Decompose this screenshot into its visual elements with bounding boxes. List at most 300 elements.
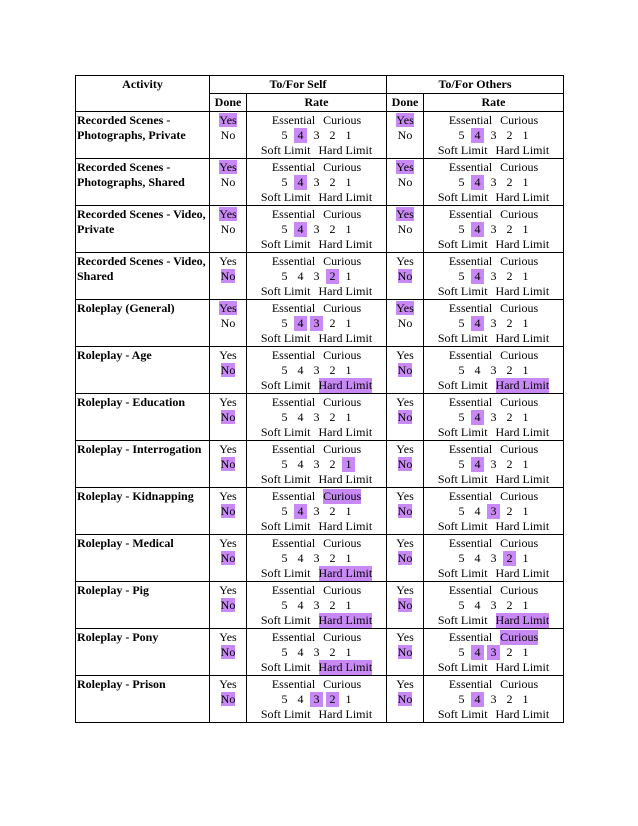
label-hard-limit: Hard Limit [495, 143, 550, 157]
table-row [76, 300, 564, 347]
table-row [76, 206, 564, 253]
rate-3: 3 [310, 692, 323, 707]
rate-4: 4 [297, 269, 304, 283]
label-curious: Curious [500, 536, 539, 550]
done-no: No [397, 222, 413, 236]
rate-line-top [247, 489, 386, 504]
done-yes: Yes [219, 160, 237, 174]
rate-line-top [424, 677, 563, 692]
done-yes: Yes [396, 254, 414, 268]
others-rate-cell [424, 347, 564, 394]
others-rate-cell [424, 488, 564, 535]
rate-4: 4 [474, 598, 481, 612]
activity-name: Roleplay - Age [76, 347, 210, 394]
others-done-cell [387, 535, 424, 582]
rate-3: 3 [490, 457, 497, 471]
others-done-cell [387, 206, 424, 253]
done-yes: Yes [396, 489, 414, 503]
label-curious: Curious [500, 160, 539, 174]
done-yes: Yes [396, 160, 414, 174]
label-hard-limit: Hard Limit [318, 284, 373, 298]
rate-3: 3 [490, 363, 497, 377]
label-essential: Essential [448, 442, 493, 456]
rate-line-top [424, 395, 563, 410]
rate-2: 2 [506, 410, 513, 424]
label-essential: Essential [448, 160, 493, 174]
self-done-cell [210, 441, 247, 488]
others-header: To/For Others [387, 76, 564, 94]
label-soft-limit: Soft Limit [260, 237, 311, 251]
rate-5: 5 [281, 692, 288, 706]
rate-3: 3 [490, 410, 497, 424]
label-essential: Essential [448, 630, 493, 644]
rate-3: 3 [313, 410, 320, 424]
label-soft-limit: Soft Limit [437, 378, 488, 392]
done-yes: Yes [219, 348, 237, 362]
rate-numbers [424, 128, 563, 143]
rate-4: 4 [297, 692, 304, 706]
self-rate-cell [247, 441, 387, 488]
done-no: No [220, 645, 236, 659]
rate-line-top [424, 348, 563, 363]
done-no: No [397, 363, 413, 377]
rate-2: 2 [329, 222, 336, 236]
rate-5: 5 [281, 551, 288, 565]
rate-4: 4 [474, 363, 481, 377]
table-row [76, 394, 564, 441]
others-done-cell [387, 300, 424, 347]
label-essential: Essential [448, 489, 493, 503]
label-soft-limit: Soft Limit [260, 472, 311, 486]
label-essential: Essential [271, 630, 316, 644]
self-rate-cell [247, 394, 387, 441]
rate-line-bottom [247, 190, 386, 205]
rate-numbers [247, 128, 386, 143]
rate-3: 3 [313, 363, 320, 377]
label-hard-limit: Hard Limit [318, 519, 373, 533]
label-essential: Essential [448, 254, 493, 268]
label-soft-limit: Soft Limit [260, 190, 311, 204]
rate-5: 5 [281, 222, 288, 236]
table-row [76, 535, 564, 582]
label-hard-limit: Hard Limit [495, 425, 550, 439]
label-soft-limit: Soft Limit [437, 613, 488, 627]
rate-line-bottom [424, 284, 563, 299]
self-done-cell [210, 347, 247, 394]
rate-1: 1 [522, 410, 529, 424]
table-row [76, 629, 564, 676]
done-no: No [397, 457, 413, 471]
label-hard-limit: Hard Limit [495, 566, 550, 580]
label-essential: Essential [271, 442, 316, 456]
label-hard-limit: Hard Limit [318, 660, 373, 674]
rate-2: 2 [506, 645, 513, 659]
done-no: No [397, 504, 413, 518]
rate-numbers [424, 269, 563, 284]
rate-numbers [247, 645, 386, 660]
rate-1: 1 [345, 504, 352, 518]
label-essential: Essential [448, 583, 493, 597]
rate-3: 3 [313, 551, 320, 565]
rate-line-bottom [247, 707, 386, 722]
done-no: No [397, 598, 413, 612]
self-rate-cell [247, 535, 387, 582]
rate-3: 3 [313, 645, 320, 659]
rate-numbers [424, 222, 563, 237]
table-row [76, 441, 564, 488]
done-yes: Yes [396, 677, 414, 691]
rate-1: 1 [345, 598, 352, 612]
self-done-cell [210, 159, 247, 206]
rate-3: 3 [310, 316, 323, 331]
rate-line-bottom [247, 331, 386, 346]
self-header: To/For Self [210, 76, 387, 94]
others-rate-cell [424, 253, 564, 300]
done-no: No [397, 269, 413, 283]
rate-line-bottom [247, 143, 386, 158]
rate-1: 1 [345, 175, 352, 189]
rate-1: 1 [522, 551, 529, 565]
done-no: No [397, 692, 413, 706]
table-row [76, 159, 564, 206]
self-done-cell [210, 206, 247, 253]
done-no: No [220, 692, 236, 706]
label-curious: Curious [323, 254, 362, 268]
done-no: No [397, 128, 413, 142]
label-curious: Curious [323, 301, 362, 315]
label-essential: Essential [271, 254, 316, 268]
others-rate-cell [424, 112, 564, 159]
rate-numbers [424, 363, 563, 378]
rate-2: 2 [329, 598, 336, 612]
rate-line-top [424, 160, 563, 175]
label-soft-limit: Soft Limit [437, 660, 488, 674]
label-soft-limit: Soft Limit [260, 331, 311, 345]
others-rate-cell [424, 300, 564, 347]
rate-3: 3 [490, 269, 497, 283]
rate-3: 3 [490, 598, 497, 612]
label-hard-limit: Hard Limit [495, 331, 550, 345]
rate-2: 2 [506, 457, 513, 471]
rate-1: 1 [345, 645, 352, 659]
self-rate-cell [247, 206, 387, 253]
rate-2: 2 [329, 551, 336, 565]
activity-name: Roleplay - Medical [76, 535, 210, 582]
label-curious: Curious [500, 113, 539, 127]
self-rate-cell [247, 582, 387, 629]
label-soft-limit: Soft Limit [260, 660, 311, 674]
rate-line-bottom [424, 566, 563, 581]
label-hard-limit: Hard Limit [495, 378, 550, 392]
rate-4: 4 [471, 128, 484, 143]
rate-1: 1 [522, 598, 529, 612]
label-soft-limit: Soft Limit [260, 284, 311, 298]
label-curious: Curious [323, 536, 362, 550]
rate-1: 1 [522, 645, 529, 659]
rate-2: 2 [506, 692, 513, 706]
rate-line-bottom [424, 143, 563, 158]
label-hard-limit: Hard Limit [495, 519, 550, 533]
rate-2: 2 [506, 175, 513, 189]
rate-4: 4 [474, 504, 481, 518]
done-no: No [220, 363, 236, 377]
rate-5: 5 [281, 128, 288, 142]
label-hard-limit: Hard Limit [495, 237, 550, 251]
done-yes: Yes [396, 442, 414, 456]
label-hard-limit: Hard Limit [318, 707, 373, 721]
rate-4: 4 [297, 363, 304, 377]
label-soft-limit: Soft Limit [437, 425, 488, 439]
label-soft-limit: Soft Limit [260, 566, 311, 580]
label-soft-limit: Soft Limit [260, 707, 311, 721]
rate-4: 4 [471, 457, 484, 472]
activity-table [75, 75, 564, 723]
rate-5: 5 [281, 410, 288, 424]
self-rate-cell [247, 253, 387, 300]
activity-name: Roleplay - Education [76, 394, 210, 441]
self-done-cell [210, 300, 247, 347]
label-essential: Essential [271, 113, 316, 127]
done-no: No [220, 551, 236, 565]
rate-4: 4 [474, 551, 481, 565]
rate-numbers [424, 551, 563, 566]
rate-numbers [424, 316, 563, 331]
rate-4: 4 [294, 175, 307, 190]
done-yes: Yes [219, 489, 237, 503]
label-curious: Curious [323, 677, 362, 691]
label-essential: Essential [448, 207, 493, 221]
rate-2: 2 [329, 504, 336, 518]
rate-4: 4 [471, 645, 484, 660]
rate-line-bottom [424, 190, 563, 205]
rate-3: 3 [490, 175, 497, 189]
rate-5: 5 [281, 316, 288, 330]
rate-3: 3 [313, 175, 320, 189]
label-soft-limit: Soft Limit [437, 519, 488, 533]
rate-2: 2 [506, 222, 513, 236]
label-soft-limit: Soft Limit [437, 143, 488, 157]
label-essential: Essential [448, 348, 493, 362]
rate-4: 4 [471, 222, 484, 237]
done-yes: Yes [396, 113, 414, 127]
label-essential: Essential [271, 677, 316, 691]
activity-name: Roleplay - Prison [76, 676, 210, 723]
label-essential: Essential [448, 395, 493, 409]
label-curious: Curious [500, 207, 539, 221]
self-done-cell [210, 676, 247, 723]
others-done-cell [387, 676, 424, 723]
rate-line-top [247, 301, 386, 316]
label-curious: Curious [500, 630, 539, 644]
label-curious: Curious [323, 630, 362, 644]
done-yes: Yes [219, 442, 237, 456]
label-curious: Curious [323, 207, 362, 221]
rate-3: 3 [490, 128, 497, 142]
rate-numbers [247, 692, 386, 707]
table-row [76, 488, 564, 535]
done-yes: Yes [396, 348, 414, 362]
rate-4: 4 [297, 410, 304, 424]
rate-4: 4 [471, 410, 484, 425]
rate-5: 5 [281, 269, 288, 283]
done-yes: Yes [396, 583, 414, 597]
rate-numbers [247, 457, 386, 472]
rate-2: 2 [506, 363, 513, 377]
label-soft-limit: Soft Limit [437, 566, 488, 580]
rate-line-top [247, 442, 386, 457]
label-soft-limit: Soft Limit [260, 519, 311, 533]
self-done-cell [210, 535, 247, 582]
label-hard-limit: Hard Limit [495, 660, 550, 674]
rate-line-bottom [424, 331, 563, 346]
activity-name: Roleplay - Interrogation [76, 441, 210, 488]
rate-1: 1 [345, 551, 352, 565]
label-curious: Curious [323, 395, 362, 409]
rate-1: 1 [522, 128, 529, 142]
done-no: No [397, 316, 413, 330]
rate-2: 2 [506, 598, 513, 612]
self-done-cell [210, 394, 247, 441]
activity-header: Activity [76, 76, 210, 112]
rate-5: 5 [458, 645, 465, 659]
rate-5: 5 [458, 316, 465, 330]
rate-numbers [247, 175, 386, 190]
self-done-cell [210, 488, 247, 535]
label-curious: Curious [500, 583, 539, 597]
activity-name: Roleplay - Kidnapping [76, 488, 210, 535]
rate-line-bottom [424, 707, 563, 722]
label-soft-limit: Soft Limit [437, 237, 488, 251]
done-no: No [220, 269, 236, 283]
rate-5: 5 [458, 692, 465, 706]
rate-line-bottom [247, 284, 386, 299]
self-done-cell [210, 582, 247, 629]
rate-line-bottom [424, 237, 563, 252]
self-rate-cell [247, 347, 387, 394]
label-hard-limit: Hard Limit [318, 472, 373, 486]
done-yes: Yes [219, 301, 237, 315]
rate-numbers [247, 269, 386, 284]
self-done-cell [210, 112, 247, 159]
rate-2: 2 [329, 410, 336, 424]
rate-line-top [424, 254, 563, 269]
label-curious: Curious [500, 348, 539, 362]
label-soft-limit: Soft Limit [260, 613, 311, 627]
rate-3: 3 [313, 504, 320, 518]
rate-1: 1 [345, 363, 352, 377]
rate-1: 1 [345, 692, 352, 706]
done-yes: Yes [396, 301, 414, 315]
rate-5: 5 [281, 598, 288, 612]
label-soft-limit: Soft Limit [260, 378, 311, 392]
rate-5: 5 [458, 410, 465, 424]
rate-2: 2 [503, 551, 516, 566]
rate-3: 3 [313, 128, 320, 142]
rate-line-top [247, 348, 386, 363]
activity-name: Recorded Scenes - Photographs, Shared [76, 159, 210, 206]
others-rate-cell [424, 159, 564, 206]
label-essential: Essential [271, 207, 316, 221]
rate-2: 2 [329, 128, 336, 142]
rate-1: 1 [522, 269, 529, 283]
activity-name: Roleplay - Pony [76, 629, 210, 676]
done-yes: Yes [219, 207, 237, 221]
rate-numbers [247, 410, 386, 425]
rate-5: 5 [458, 363, 465, 377]
label-hard-limit: Hard Limit [318, 143, 373, 157]
rate-3: 3 [313, 598, 320, 612]
others-done-cell [387, 582, 424, 629]
rate-1: 1 [345, 222, 352, 236]
rate-line-top [247, 536, 386, 551]
rate-2: 2 [506, 504, 513, 518]
label-curious: Curious [500, 442, 539, 456]
label-hard-limit: Hard Limit [495, 190, 550, 204]
done-no: No [220, 222, 236, 236]
rate-numbers [247, 363, 386, 378]
rate-numbers [424, 410, 563, 425]
rate-numbers [247, 598, 386, 613]
done-no: No [220, 175, 236, 189]
others-done-cell [387, 441, 424, 488]
rate-numbers [247, 504, 386, 519]
label-curious: Curious [323, 489, 362, 503]
self-rate-cell [247, 629, 387, 676]
rate-line-bottom [424, 472, 563, 487]
rate-3: 3 [490, 316, 497, 330]
rate-line-top [424, 442, 563, 457]
label-hard-limit: Hard Limit [318, 378, 373, 392]
activity-name: Recorded Scenes - Video, Private [76, 206, 210, 253]
rate-5: 5 [281, 363, 288, 377]
activity-name: Roleplay - Pig [76, 582, 210, 629]
rate-line-bottom [247, 378, 386, 393]
others-done-cell [387, 112, 424, 159]
rate-numbers [247, 551, 386, 566]
label-hard-limit: Hard Limit [318, 425, 373, 439]
done-no: No [220, 128, 236, 142]
rate-2: 2 [329, 363, 336, 377]
rate-1: 1 [345, 128, 352, 142]
rate-1: 1 [522, 692, 529, 706]
label-curious: Curious [323, 442, 362, 456]
rate-line-bottom [424, 660, 563, 675]
rate-1: 1 [522, 363, 529, 377]
rate-4: 4 [471, 316, 484, 331]
rate-line-top [247, 395, 386, 410]
others-done-cell [387, 159, 424, 206]
table-row [76, 347, 564, 394]
rate-4: 4 [297, 598, 304, 612]
label-soft-limit: Soft Limit [437, 284, 488, 298]
table-row [76, 112, 564, 159]
rate-5: 5 [281, 504, 288, 518]
label-hard-limit: Hard Limit [318, 190, 373, 204]
label-curious: Curious [500, 677, 539, 691]
label-hard-limit: Hard Limit [318, 566, 373, 580]
label-curious: Curious [323, 348, 362, 362]
others-rate-cell [424, 441, 564, 488]
done-yes: Yes [396, 630, 414, 644]
self-rate-cell [247, 676, 387, 723]
label-soft-limit: Soft Limit [260, 143, 311, 157]
rate-5: 5 [458, 128, 465, 142]
done-yes: Yes [396, 395, 414, 409]
rate-numbers [424, 645, 563, 660]
rate-1: 1 [522, 457, 529, 471]
label-essential: Essential [271, 583, 316, 597]
others-done-cell [387, 347, 424, 394]
